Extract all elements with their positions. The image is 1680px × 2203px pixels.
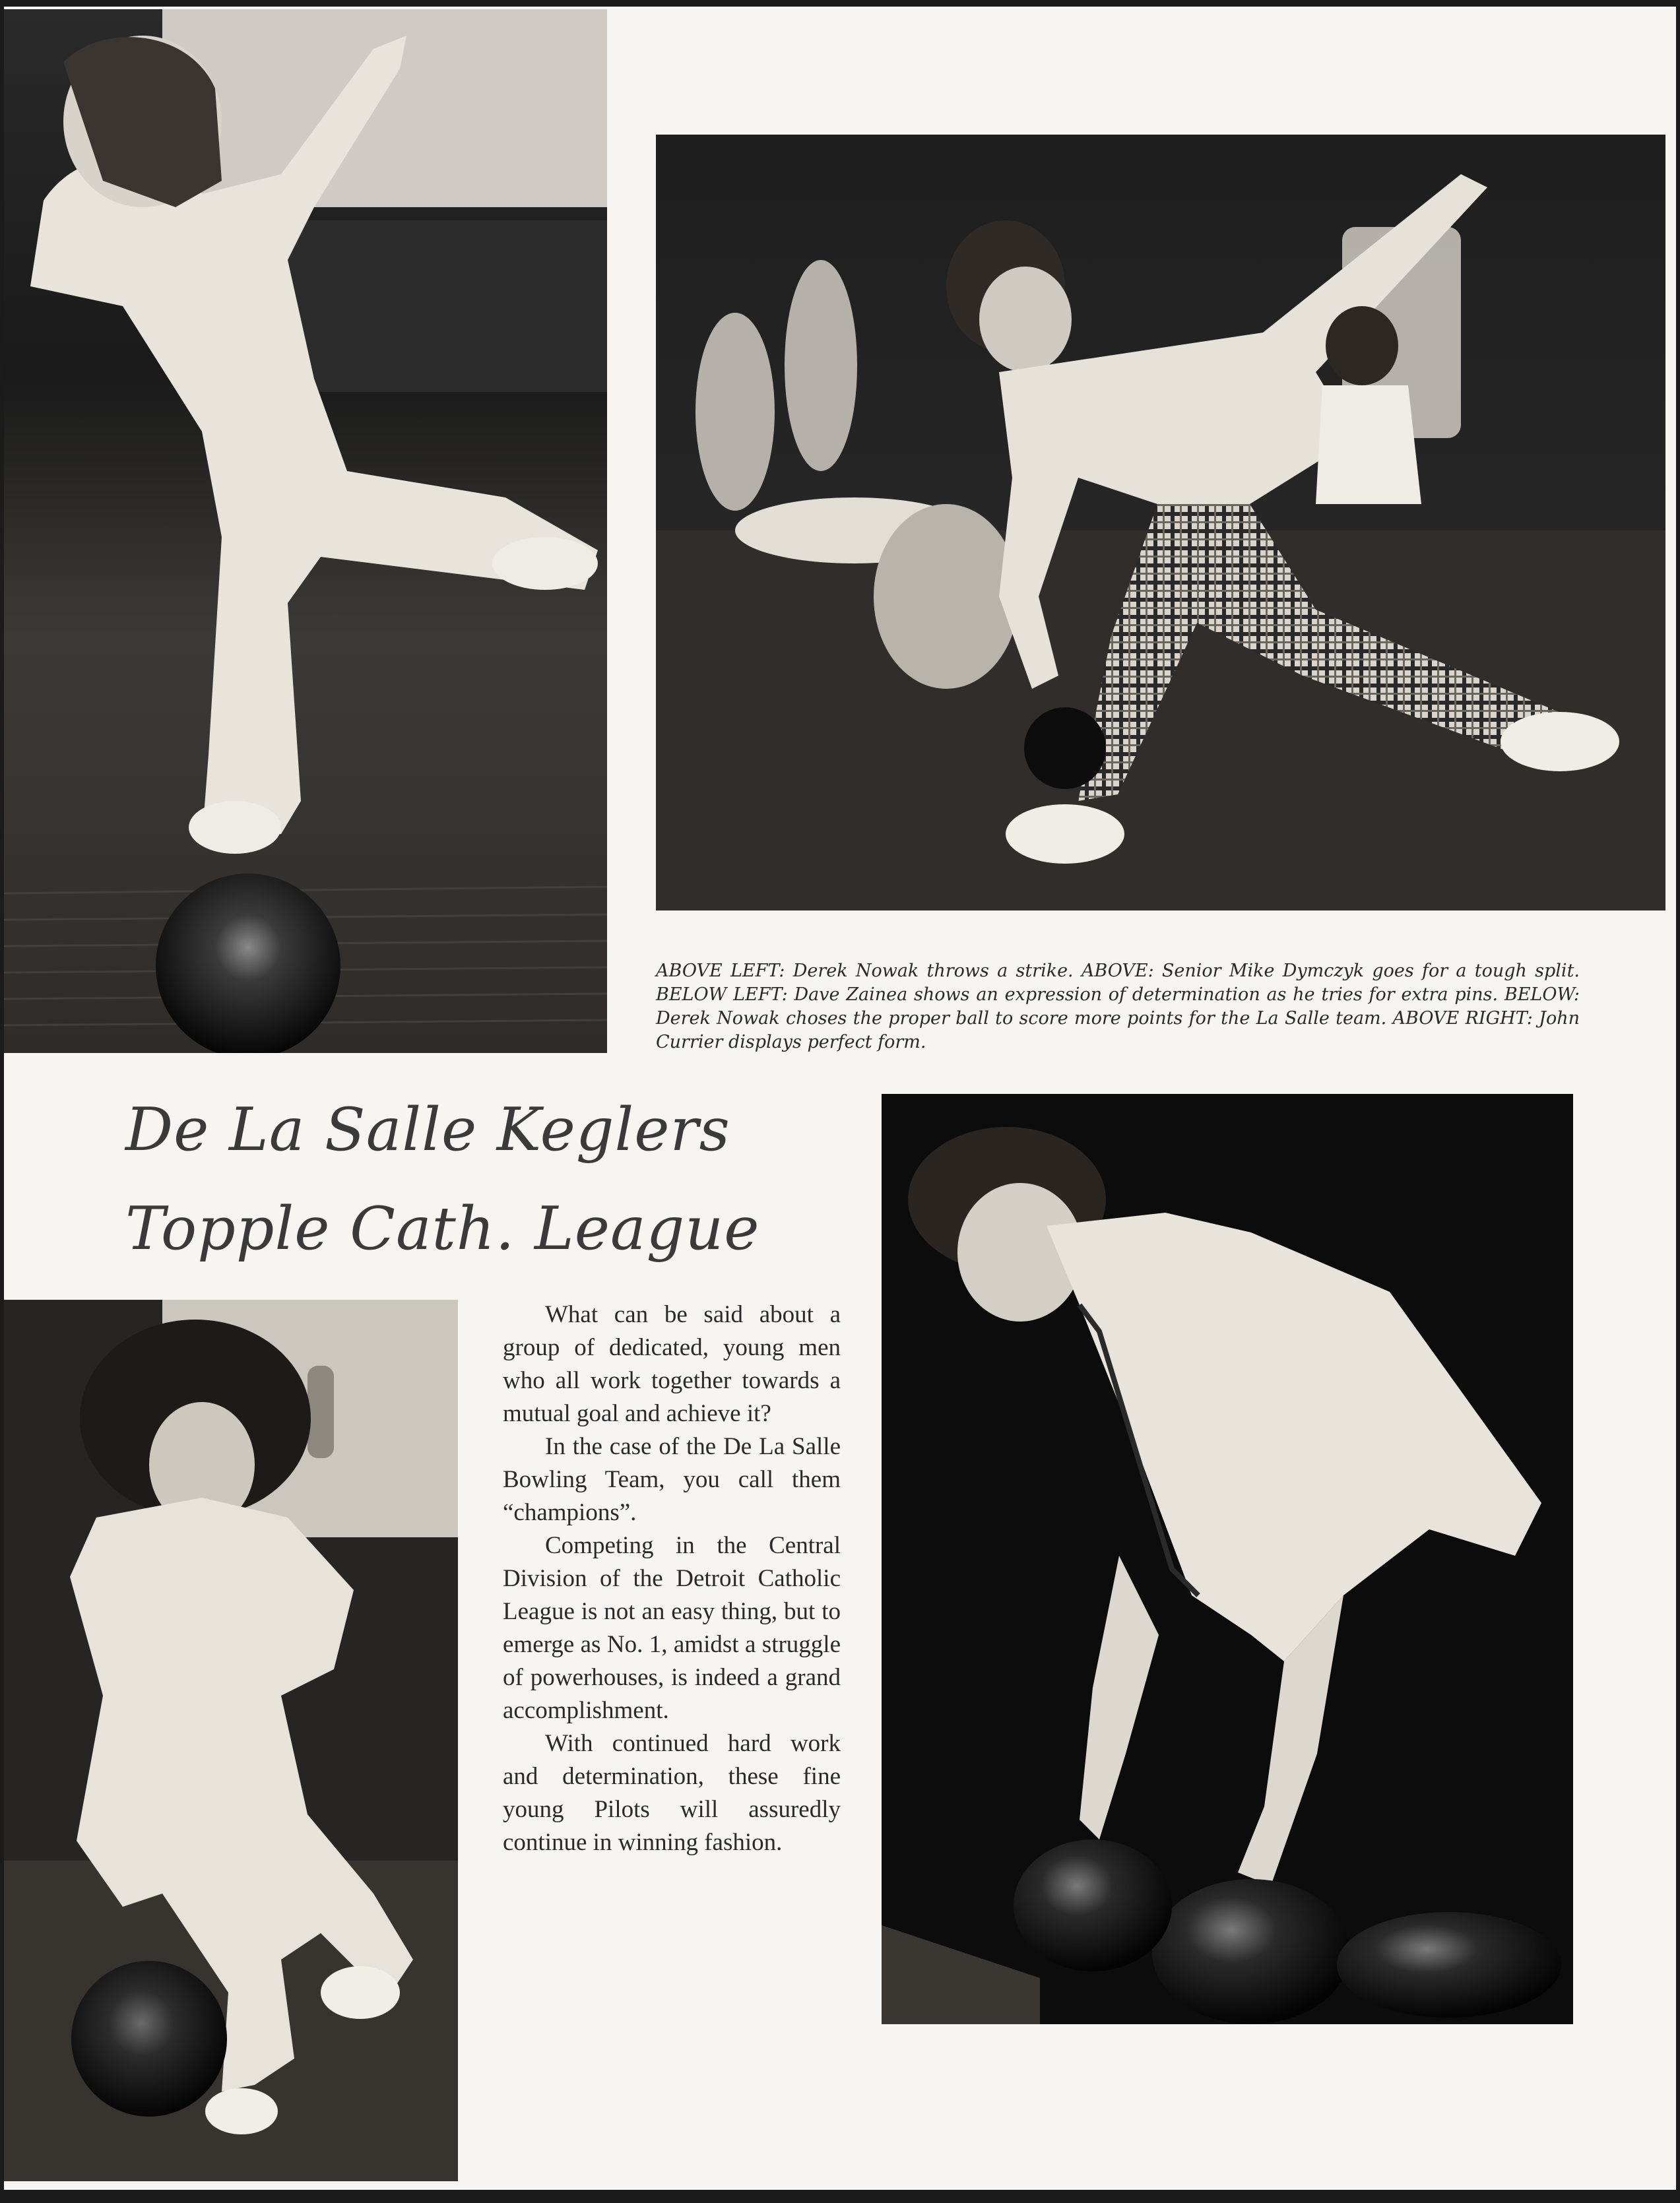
article-body [503,1298,841,1859]
yearbook-page [4,7,1676,2190]
photo-bottom-left [4,1300,458,2181]
article-paragraph: What can be said about a group of dedicated, young men who all work together towards a mutual goal and achieve it? [503,1301,841,1427]
article-paragraph: In the case of the De La Salle Bowling Team, you call them “champions”. [503,1433,841,1526]
photo-caption: ABOVE LEFT: Derek Nowak throws a strike. ABOVE: Senior Mike Dymczyk goes for a tough split. BELOW LEFT: Dave Zainea shows an expression of determination as he tries for extra pins. BELOW: Derek Nowak choses the proper ball to score more points for the La Salle team. ABOVE RIGHT: John Currier displays perfect form. [656,961,1580,1052]
bowler-choosing-ball-illustration [882,1094,1573,2024]
bowler-going-for-split-illustration [656,135,1665,910]
headline-line-2: Topple Cath. League [125,1194,760,1263]
bowler-throwing-strike-illustration [4,9,607,1053]
headline-line-1: De La Salle Keglers [125,1095,730,1165]
article-paragraph: With continued hard work and determination, these fine young Pilots will assuredly continue in winning fashion. [503,1730,841,1856]
photo-top-left [4,9,607,1053]
photo-bottom-right [882,1094,1573,2024]
photo-top-right [656,135,1665,910]
bowler-determination-illustration [4,1300,458,2181]
article-paragraph: Competing in the Central Division of the Detroit Catholic League is not an easy thing, but to emerge as No. 1, amidst a struggle of powerhouses, is indeed a grand accomplishment. [503,1532,841,1724]
